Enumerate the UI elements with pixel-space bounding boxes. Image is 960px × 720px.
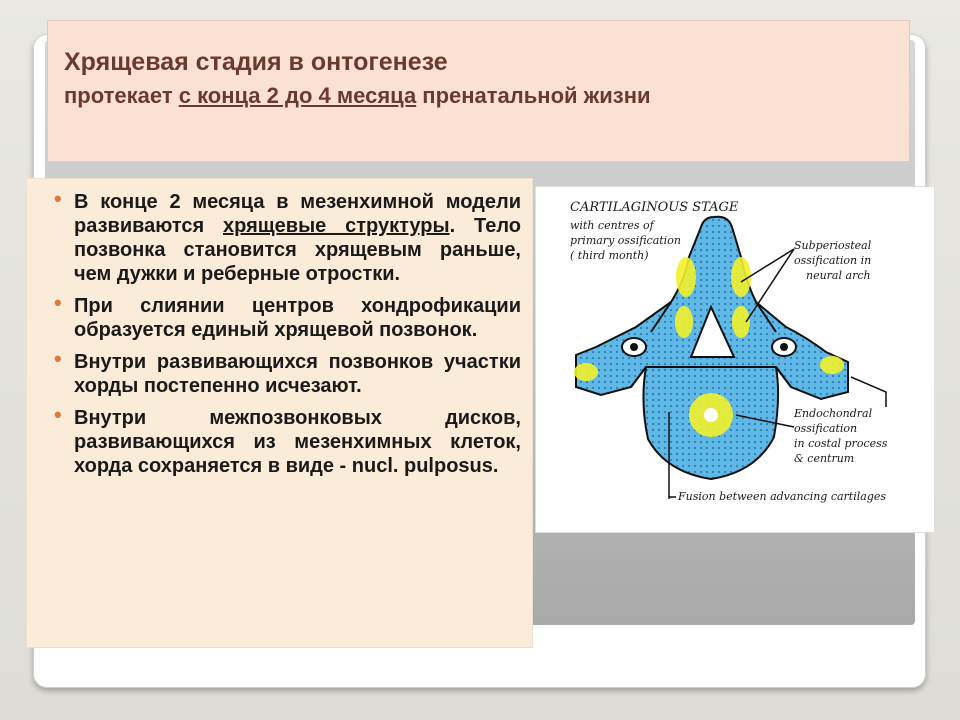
label-centres-line1: with centres of [570, 219, 654, 232]
bullet-icon: • [54, 346, 62, 371]
bullet-text: Внутри развивающихся позвонков участки хорды постепенно исчезают. [74, 351, 521, 397]
vertebra-illustration [536, 187, 934, 532]
ossification-centre-costal-right [820, 356, 844, 374]
slide-subtitle [64, 79, 895, 113]
label-subperiosteal-line3: neural arch [806, 269, 871, 282]
diagram-title: CARTILAGINOUS STAGE [570, 200, 739, 215]
bullet-item [54, 402, 521, 478]
ossification-centre-costal-left [574, 363, 598, 381]
title-box [47, 20, 910, 162]
bullet-text-underlined: хрящевые структуры [223, 215, 450, 237]
bullet-text: Внутри межпозвонковых дисков, развивающихся из мезенхимных клеток, хорда сохраняется в виде - nucl. pulposus. [74, 407, 521, 477]
vertebra-diagram [535, 186, 935, 533]
label-fusion: Fusion between advancing cartilages [678, 490, 887, 503]
label-subperiosteal-line1: Subperiosteal [794, 239, 872, 252]
bullet-item [54, 186, 521, 286]
bullet-text: В конце 2 месяца в мезенхимной модели развиваются [74, 191, 521, 237]
label-endochondral-line4: & centrum [794, 452, 855, 465]
bullet-icon: • [54, 186, 62, 211]
bullet-text: При слиянии центров хондрофикации образуется единый хрящевой позвонок. [74, 295, 521, 341]
subtitle-period: с конца 2 до 4 месяца [178, 83, 417, 108]
bullet-icon: • [54, 402, 62, 427]
ossification-centre-arch-left [676, 257, 696, 297]
bullet-item [54, 346, 521, 398]
label-endochondral-line2: ossification [794, 422, 858, 435]
bullet-text: . Тело позвонка становится хрящевым раньше, чем дужки и реберные отростки. [74, 215, 521, 285]
bullet-icon: • [54, 290, 62, 315]
label-endochondral-line3: in costal process [794, 437, 888, 450]
label-endochondral-line1: Endochondral [794, 407, 873, 420]
subtitle-post: пренатальной жизни [416, 83, 651, 108]
bullet-list [54, 186, 521, 478]
bullet-text-box [26, 178, 533, 648]
label-centres-line2: primary ossification [570, 234, 681, 247]
ossification-centre-left-lower [675, 306, 693, 338]
bullet-item [54, 290, 521, 342]
label-subperiosteal-line2: ossification in [794, 254, 872, 267]
slide-title: Хрящевая стадия в онтогенезе [64, 48, 448, 76]
label-centres-line3: ( third month) [570, 249, 649, 262]
ossification-centre-right-lower [732, 306, 750, 338]
subtitle-pre: протекает [64, 83, 179, 108]
